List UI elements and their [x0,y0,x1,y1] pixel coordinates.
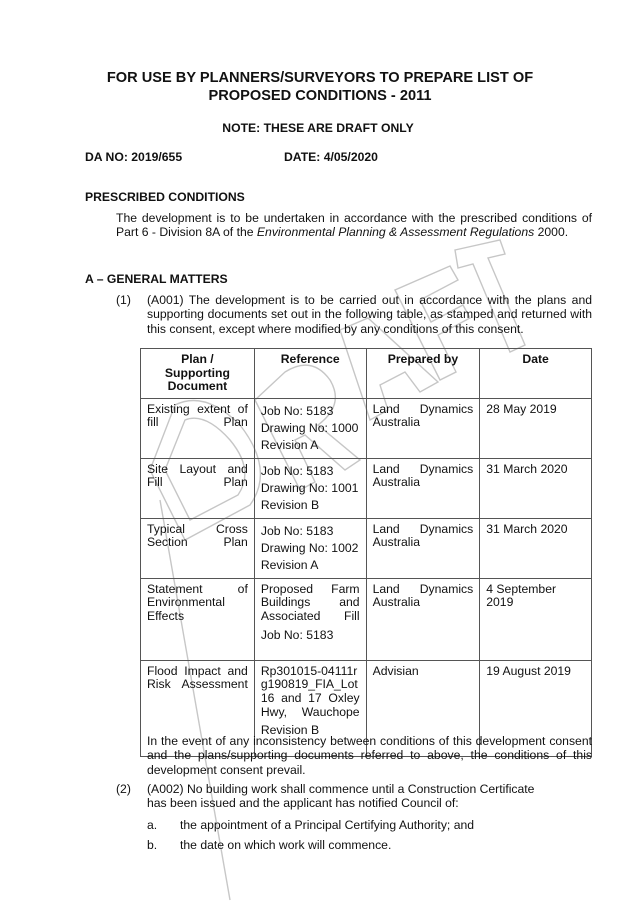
prepared-by-cell: Land Dynamics Australia [366,398,480,458]
date-cell: 31 March 2020 [480,518,592,578]
list-item-label: a. [147,818,158,832]
table-row [141,458,592,518]
date-cell: 4 September 2019 [480,578,592,660]
draft-note: NOTE: THESE ARE DRAFT ONLY [222,121,414,135]
plan-cell: Existing extent of fill Plan [141,398,255,458]
page-title: FOR USE BY PLANNERS/SURVEYORS TO PREPARE LIST OF PROPOSED CONDITIONS - 2011 [106,70,534,104]
plan-cell: Typical Cross Section Plan [141,518,255,578]
prescribed-heading: PRESCRIBED CONDITIONS [85,190,245,204]
condition-a001-text: (A001) The development is to be carried out in accordance with the plans and supporting documents set out in the following table, as stamped and returned with this consent, except where modified by any conditions of this consent. [147,293,592,336]
date-cell: 31 March 2020 [480,458,592,518]
inconsistency-text: In the event of any inconsistency between conditions of this development consent and the plans/supporting documents referred to above, the conditions of this development consent prevail. [147,734,592,777]
prescribed-text: The development is to be undertaken in accordance with the prescribed conditions of Part 6 - Division 8A of the Environmental Planning & Assessment Regulations 2000. [116,211,592,240]
table-row [141,518,592,578]
plans-table [140,348,592,757]
table-row [141,578,592,660]
prepared-by-cell: Advisian [366,660,480,756]
reference-cell: Job No: 5183 Drawing No: 1000 Revision A [254,398,366,458]
reference-cell: Job No: 5183 Drawing No: 1002 Revision A [254,518,366,578]
column-header: Prepared by [366,349,480,399]
date-cell: 28 May 2019 [480,398,592,458]
reference-cell: Job No: 5183 Drawing No: 1001 Revision B [254,458,366,518]
column-header: Reference [254,349,366,399]
table-header-row [141,349,592,399]
condition-a002-text: (A002) No building work shall commence until a Construction Certificate has been issued and the applicant has notified Council of: [147,782,535,811]
list-item: the date on which work will commence. [180,838,392,852]
list-item-label: b. [147,838,158,852]
table-row [141,398,592,458]
reference-cell: Proposed Farm Buildings and Associated Fill Job No: 5183 [254,578,366,660]
condition-number: (1) [116,293,131,307]
prepared-by-cell: Land Dynamics Australia [366,518,480,578]
da-number: DA NO: 2019/655 [85,150,183,164]
plan-cell: Site Layout and Fill Plan [141,458,255,518]
column-header: Plan / Supporting Document [141,349,255,399]
da-date: DATE: 4/05/2020 [284,150,378,164]
plan-cell: Flood Impact and Risk Assessment [141,660,255,756]
prepared-by-cell: Land Dynamics Australia [366,578,480,660]
reference-cell: Rp301015-04111rg190819_FIA_Lot 16 and 17 Oxley Hwy, Wauchope Revision B [254,660,366,756]
plan-cell: Statement of Environmental Effects [141,578,255,660]
prepared-by-cell: Land Dynamics Australia [366,458,480,518]
list-item: the appointment of a Principal Certifying Authority; and [180,818,475,832]
regulations-title: Environmental Planning & Assessment Regulations [256,225,535,240]
condition-number: (2) [116,782,131,796]
column-header: Date [480,349,592,399]
general-heading: A – GENERAL MATTERS [85,272,228,286]
date-cell: 19 August 2019 [480,660,592,756]
